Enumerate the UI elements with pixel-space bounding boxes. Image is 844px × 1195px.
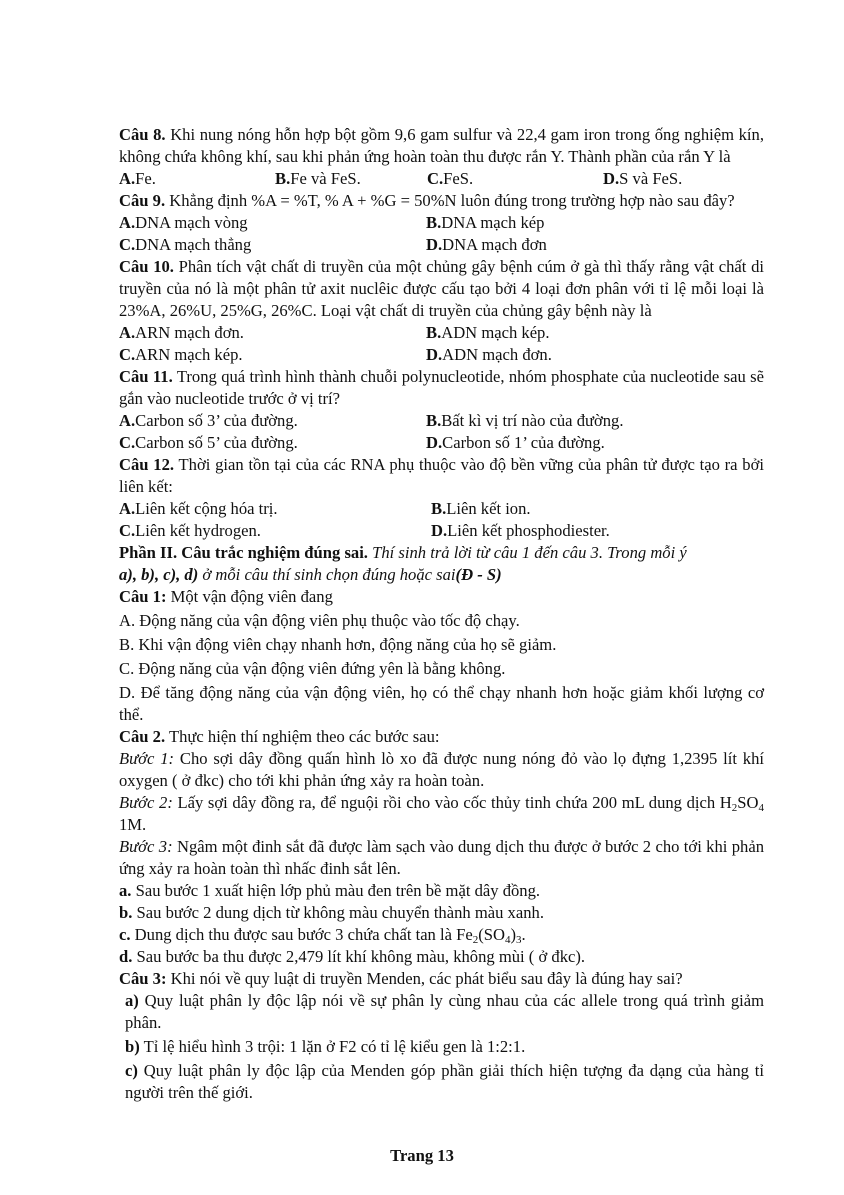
option-d: D.S và FeS. xyxy=(603,169,683,188)
question-11 xyxy=(119,366,764,410)
statement-d: d. Sau bước ba thu được 2,479 lít khí không màu, không mùi ( ở đkc). xyxy=(119,947,586,966)
option-c: C.ARN mạch kép. xyxy=(119,345,243,364)
part-abcd: a), b), c), d) xyxy=(119,565,199,584)
statement-b: B. Khi vận động viên chạy nhanh hơn, động năng của họ sẽ giảm. xyxy=(119,635,557,654)
question-label: Câu 9. xyxy=(119,191,166,210)
option-d: D.Liên kết phosphodiester. xyxy=(431,521,610,540)
part2-question-1 xyxy=(119,586,764,608)
option-d: D.DNA mạch đơn xyxy=(426,235,547,254)
statement-b: b) Tỉ lệ hiểu hình 3 trội: 1 lặn ở F2 có tỉ lệ kiểu gen là 1:2:1. xyxy=(125,1037,526,1056)
option-b: B.DNA mạch kép xyxy=(426,213,545,232)
question-text: Trong quá trình hình thành chuỗi polynucleotide, nhóm phosphate của nucleotide sau sẽ gắn vào nucleotide trước ở vị trí? xyxy=(119,367,764,408)
option-c: C.Liên kết hydrogen. xyxy=(119,521,261,540)
part-ds: (Đ - S) xyxy=(455,565,502,584)
question-8 xyxy=(119,124,764,168)
option-b: B.Fe và FeS. xyxy=(275,169,361,188)
step-label: Bước 2: xyxy=(119,793,173,812)
question-text: Khẳng định %A = %T, % A + %G = 50%N luôn đúng trong trường hợp nào sau đây? xyxy=(165,191,735,210)
question-label: Câu 8. xyxy=(119,125,166,144)
question-10-options-row-1 xyxy=(119,322,764,344)
part2-question-2 xyxy=(119,726,764,748)
page-number: Trang 13 xyxy=(390,1146,454,1165)
step-3: Bước 3: Ngâm một đinh sắt đã được làm sạch vào dung dịch thu được ở bước 2 cho tới khi phản ứng xảy ra hoàn toàn thì nhấc đinh sắt lên. xyxy=(119,837,764,878)
question-text: Thực hiện thí nghiệm theo các bước sau: xyxy=(165,727,440,746)
option-a: A.Carbon số 3’ của đường. xyxy=(119,411,298,430)
statement-c: c. Dung dịch thu được sau bước 3 chứa chất tan là $Fe_2(SO_4)_3$. xyxy=(119,925,526,946)
option-c: C.FeS. xyxy=(427,169,474,188)
question-text: Một vận động viên đang xyxy=(166,587,333,606)
option-b: B.Bất kì vị trí nào của đường. xyxy=(426,411,624,430)
question-9-options-row-2 xyxy=(119,234,764,256)
option-c: C.DNA mạch thẳng xyxy=(119,235,252,254)
part2-question-3 xyxy=(119,968,764,990)
question-12-options-row-2 xyxy=(119,520,764,542)
question-10 xyxy=(119,256,764,322)
option-d: D.Carbon số 1’ của đường. xyxy=(426,433,605,452)
option-c: C.Carbon số 5’ của đường. xyxy=(119,433,298,452)
statement-b: b. Sau bước 2 dung dịch từ không màu chuyển thành màu xanh. xyxy=(119,903,544,922)
part-title: Phần II. Câu trắc nghiệm đúng sai. xyxy=(119,543,368,562)
step-2: Bước 2: Lấy sợi dây đồng ra, để nguội rồi cho vào cốc thủy tinh chứa 200 mL dung dịch $H_2SO_4$ 1M. xyxy=(119,793,764,834)
question-11-options-row-1 xyxy=(119,410,764,432)
question-text: Phân tích vật chất di truyền của một chủng gây bệnh cúm ở gà thì thấy rằng vật chất di truyền của nó là một phân tử axit nuclêic được cấu tạo bởi 4 loại đơn phân với tỉ lệ mỗi loại là 23%A, 26%U, 25%G, 26%C. Loại vật chất di truyền của chủng gây bệnh này là xyxy=(119,257,765,320)
option-a: A.Fe. xyxy=(119,169,156,188)
question-label: Câu 2. xyxy=(119,727,166,746)
question-12-options-row-1 xyxy=(119,498,764,520)
question-9-options-row-1 xyxy=(119,212,764,234)
question-label: Câu 12. xyxy=(119,455,175,474)
statement-c: C. Động năng của vận động viên đứng yên là bằng không. xyxy=(119,659,506,678)
option-d: D.ADN mạch đơn. xyxy=(426,345,552,364)
question-label: Câu 11. xyxy=(119,367,173,386)
step-1: Bước 1: Cho sợi dây đồng quấn hình lò xo đã được nung nóng đỏ vào lọ đựng 1,2395 lít khí oxygen ( ở đkc) cho tới khi phản ứng xảy ra hoàn toàn. xyxy=(119,749,764,790)
step-label: Bước 3: xyxy=(119,837,173,856)
page-content xyxy=(119,124,764,1104)
part-2-heading xyxy=(119,542,764,586)
question-10-options-row-2 xyxy=(119,344,764,366)
question-9 xyxy=(119,190,764,212)
statement-d: D. Để tăng động năng của vận động viên, họ có thể chạy nhanh hơn hoặc giảm khối lượng cơ thể. xyxy=(119,683,764,724)
question-text: Khi nung nóng hỗn hợp bột gồm 9,6 gam sulfur và 22,4 gam iron trong ống nghiệm kín, không chứa không khí, sau khi phản ứng hoàn toàn thu được rắn Y. Thành phần của rắn Y là xyxy=(119,125,764,166)
option-b: B.Liên kết ion. xyxy=(431,499,531,518)
question-label: Câu 1: xyxy=(119,587,167,606)
question-text: Khi nói về quy luật di truyền Menden, các phát biểu sau đây là đúng hay sai? xyxy=(166,969,683,988)
question-label: Câu 3: xyxy=(119,969,167,988)
option-a: A.ARN mạch đơn. xyxy=(119,323,244,342)
question-8-options xyxy=(119,168,764,190)
question-12 xyxy=(119,454,764,498)
statement-a: A. Động năng của vận động viên phụ thuộc vào tốc độ chạy. xyxy=(119,611,520,630)
statement-a: a) Quy luật phân ly độc lập nói về sự phân ly cùng nhau của các allele trong quá trình giảm phân. xyxy=(125,991,764,1032)
option-a: A.DNA mạch vòng xyxy=(119,213,248,232)
question-label: Câu 10. xyxy=(119,257,174,276)
statement-a: a. Sau bước 1 xuất hiện lớp phủ màu đen trên bề mặt dây đồng. xyxy=(119,881,541,900)
question-11-options-row-2 xyxy=(119,432,764,454)
part-instructions-2: ở mỗi câu thí sinh chọn đúng hoặc sai xyxy=(198,565,456,584)
step-label: Bước 1: xyxy=(119,749,175,768)
part-instructions: Thí sinh trả lời từ câu 1 đến câu 3. Trong mỗi ý xyxy=(367,543,687,562)
statement-c: c) Quy luật phân ly độc lập của Menden góp phần giải thích hiện tượng đa dạng của hàng tỉ người trên thế giới. xyxy=(125,1061,764,1102)
question-text: Thời gian tồn tại của các RNA phụ thuộc vào độ bền vững của phân tử được tạo ra bởi liên kết: xyxy=(119,455,764,496)
option-b: B.ADN mạch kép. xyxy=(426,323,550,342)
option-a: A.Liên kết cộng hóa trị. xyxy=(119,499,278,518)
